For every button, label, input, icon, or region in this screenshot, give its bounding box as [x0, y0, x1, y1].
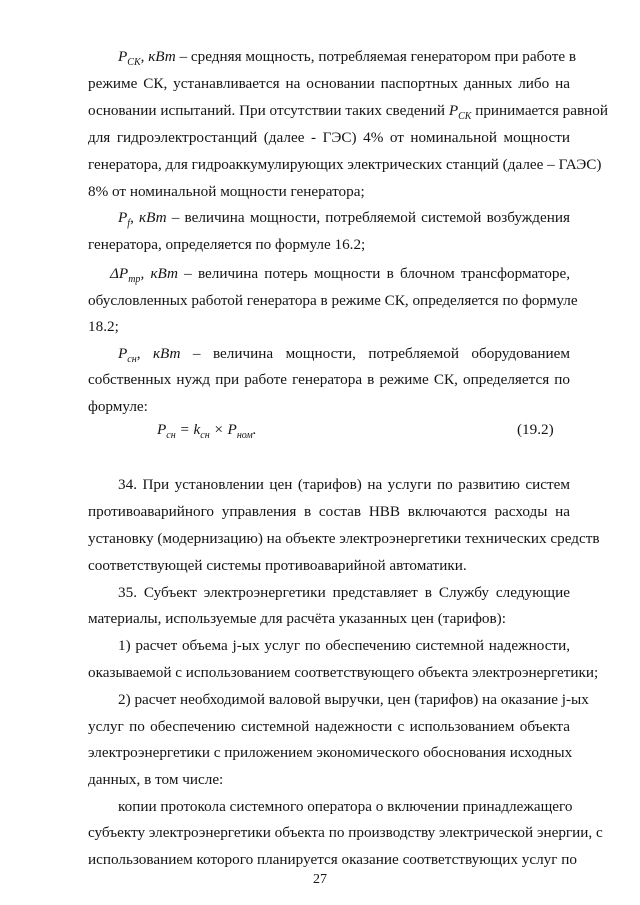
- text-line: 2) расчет необходимой валовой выручки, цен (тарифов) на оказание j-ых: [118, 691, 589, 708]
- text-line: использованием которого планируется оказание соответствующих услуг по: [88, 851, 578, 868]
- text-line: формуле:: [88, 398, 148, 415]
- text-line: $P_f$, кВт – величина мощности, потребляемой системой возбуждения: [118, 209, 571, 230]
- text-line: копии протокола системного оператора о включении принадлежащего: [118, 798, 573, 815]
- page-number: 27: [313, 872, 327, 887]
- text-line: оказываемой с использованием соответствующего объекта электроэнергетики;: [88, 664, 599, 681]
- text-line: $P_{СК}$, кВт – средняя мощность, потребляемая генератором при работе в: [118, 48, 577, 69]
- text-line: режиме СК, устанавливается на основании паспортных данных либо на: [88, 75, 570, 92]
- text-line: 1) расчет объема j-ых услуг по обеспечению системной надежности,: [118, 637, 570, 654]
- text-line: электроэнергетики с приложением экономического обоснования исходных: [88, 744, 573, 761]
- text-line: 34. При установлении цен (тарифов) на услуги по развитию систем: [118, 476, 570, 493]
- text-line: противоаварийного управления в состав НВВ включаются расходы на: [88, 503, 570, 520]
- text-line: генератора, определяется по формуле 16.2;: [88, 236, 366, 253]
- formula-number: (19.2): [517, 421, 554, 438]
- text-line: $\Delta P_{тр}$, кВт – величина потерь мощности в блочном трансформаторе,: [110, 265, 570, 286]
- text-line: для гидроэлектростанций (далее - ГЭС) 4% от номинальной мощности: [88, 129, 570, 146]
- text-line: соответствующей системы противоаварийной автоматики.: [88, 557, 467, 574]
- text-line: субъекту электроэнергетики объекта по производству электрической энергии, с: [88, 824, 603, 841]
- text-line: обусловленных работой генератора в режиме СК, определяется по формуле: [88, 292, 578, 309]
- text-line: 8% от номинальной мощности генератора;: [88, 183, 365, 200]
- text-line: 18.2;: [88, 318, 119, 335]
- text-line: генератора, для гидроаккумулирующих электрических станций (далее – ГАЭС): [88, 156, 602, 173]
- formula: $P_{сн} = k_{сн} \times P_{ном}$.: [157, 421, 257, 442]
- text-line: основании испытаний. При отсутствии таких сведений $P_{СК}$ принимается равной: [88, 102, 608, 123]
- text-line: данных, в том числе:: [88, 771, 224, 788]
- text-line: собственных нужд при работе генератора в режиме СК, определяется по: [88, 371, 570, 388]
- text-line: материалы, используемые для расчёта указанных цен (тарифов):: [88, 610, 506, 627]
- text-line: 35. Субъект электроэнергетики представляет в Службу следующие: [118, 584, 570, 601]
- text-line: установку (модернизацию) на объекте электроэнергетики технических средств: [88, 530, 600, 547]
- text-line: услуг по обеспечению системной надежности с использованием объекта: [88, 718, 570, 735]
- text-line: $P_{сн}$, кВт – величина мощности, потребляемой оборудованием: [118, 345, 571, 366]
